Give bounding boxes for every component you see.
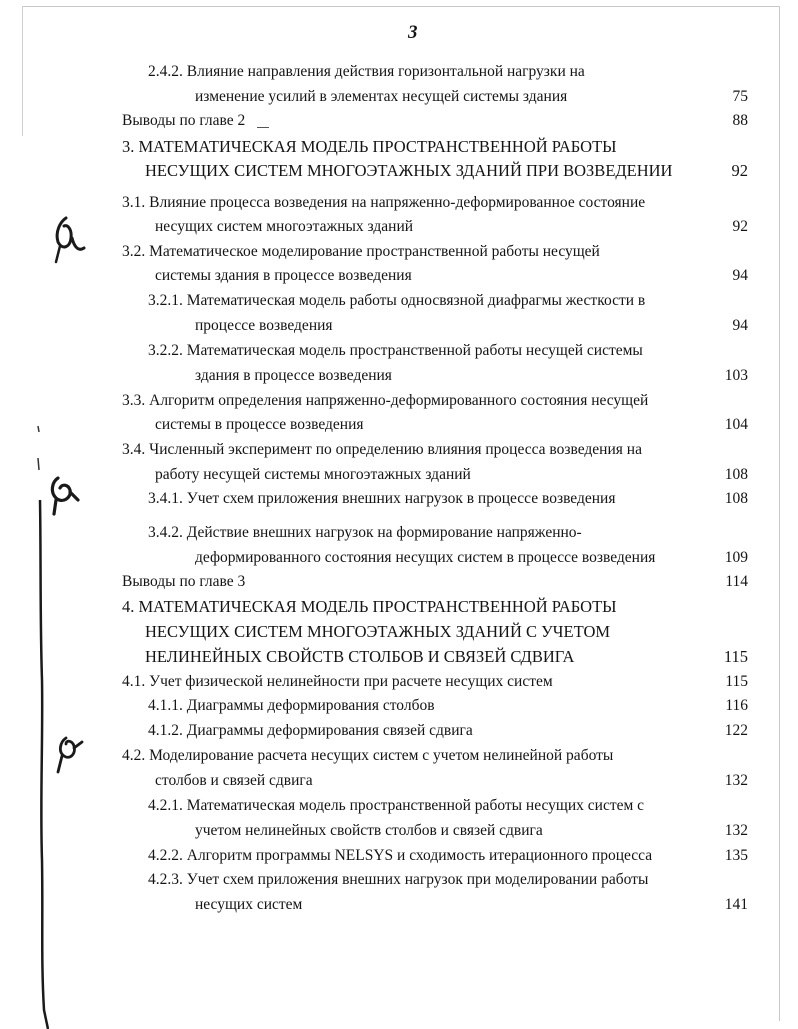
toc-entry-4-2-page: 132 [724,772,748,789]
toc-entry-3-1-page: 92 [732,218,748,235]
handwritten-mark-2 [52,478,78,514]
margin-tick-2 [38,458,39,470]
page-number: 3 [408,22,418,43]
toc-entry-3-2-1-page: 94 [732,317,748,334]
toc-entry-4-1-1-page: 116 [725,697,748,714]
toc-entry-4-2-3-line-2: несущих систем [195,896,303,913]
handwritten-mark-1 [57,218,84,249]
toc-entry-4-2-line-2: столбов и связей сдвига [155,772,313,789]
margin-tick-1 [38,426,39,432]
toc-entry-conclusions-ch3: Выводы по главе 3 [122,573,246,590]
toc-chapter-4-line-3: НЕЛИНЕЙНЫХ СВОЙСТВ СТОЛБОВ И СВЯЗЕЙ СДВИГА [145,647,575,666]
toc-chapter-3-line-1: 3. МАТЕМАТИЧЕСКАЯ МОДЕЛЬ ПРОСТРАНСТВЕННОЙ РАБОТЫ [122,137,617,156]
toc-entry-4-2-1-line-1: 4.2.1. Математическая модель пространственной работы несущих систем с [148,797,645,814]
toc-chapter-3-line-2: НЕСУЩИХ СИСТЕМ МНОГОЭТАЖНЫХ ЗДАНИЙ ПРИ ВОЗВЕДЕНИИ [145,161,673,180]
toc-entry-4-2-2-page: 135 [724,847,748,864]
toc-entry-3-4-2-line-1: 3.4.2. Действие внешних нагрузок на формирование напряженно- [148,524,582,541]
toc-entry-3-3-page: 104 [724,416,748,433]
toc-entry-3-4-1-page: 108 [724,490,748,507]
toc-entry-3-2-2-page: 103 [724,367,748,384]
toc-entry-3-4-line-1: 3.4. Численный эксперимент по определению влияния процесса возведения на [122,441,642,458]
toc-entry-4-2-2: 4.2.2. Алгоритм программы NELSYS и сходимость итерационного процесса [148,847,653,864]
toc-entry-3-2-line-1: 3.2. Математическое моделирование пространственной работы несущей [122,243,600,260]
toc-entry-4-2-line-1: 4.2. Моделирование расчета несущих систем с учетом нелинейной работы [122,747,614,764]
toc-entry-2-4-2-page: 75 [732,88,748,105]
handwritten-mark-1-tail [56,246,60,262]
toc-entry-3-2-line-2: системы здания в процессе возведения [155,267,412,284]
toc-entry-4-1-2: 4.1.2. Диаграммы деформирования связей сдвига [148,722,473,739]
toc-entry-3-4-page: 108 [724,466,748,483]
toc-entry-4-2-3-page: 141 [724,896,748,913]
toc-entry-2-4-2-line-2: изменение усилий в элементах несущей системы здания [195,88,568,105]
toc-chapter-4-page: 115 [723,647,748,666]
toc-entry-3-2-1-line-1: 3.2.1. Математическая модель работы односвязной диафрагмы жесткости в [148,292,646,309]
handwritten-mark-3 [58,738,82,772]
toc-entry-3-1-line-1: 3.1. Влияние процесса возведения на напряженно-деформированное состояние [122,194,646,211]
toc-chapter-4-line-2: НЕСУЩИХ СИСТЕМ МНОГОЭТАЖНЫХ ЗДАНИЙ С УЧЕТОМ [145,622,611,641]
toc-entry-4-1-page: 115 [725,673,748,690]
toc-entry-3-4-line-2: работу несущей системы многоэтажных зданий [155,466,471,483]
toc-entry-3-2-1-line-2: процессе возведения [195,317,333,334]
toc-entry-4-2-3-line-1: 4.2.3. Учет схем приложения внешних нагрузок при моделировании работы [148,871,649,888]
binding-edge [40,500,48,1029]
toc-entry-conclusions-ch3-page: 114 [725,573,748,590]
toc-entry-conclusions-ch2: Выводы по главе 2 [122,112,246,129]
toc-entry-3-3-line-1: 3.3. Алгоритм определения напряженно-деформированного состояния несущей [122,392,649,409]
toc-entry-3-3-line-2: системы в процессе возведения [155,416,364,433]
toc-entry-3-4-2-page: 109 [724,549,748,566]
toc-entry-3-4-1: 3.4.1. Учет схем приложения внешних нагрузок в процессе возведения [148,490,616,507]
toc-entry-4-1-2-page: 122 [724,722,748,739]
toc-entry-4-1: 4.1. Учет физической нелинейности при расчете несущих систем [122,673,553,690]
toc-chapter-4-line-1: 4. МАТЕМАТИЧЕСКАЯ МОДЕЛЬ ПРОСТРАНСТВЕННОЙ РАБОТЫ [122,597,617,616]
toc-entry-4-2-1-line-2: учетом нелинейных свойств столбов и связей сдвига [195,822,543,839]
toc-entry-3-2-2-line-1: 3.2.2. Математическая модель пространственной работы несущей системы [148,342,643,359]
toc-entry-conclusions-ch2-page: 88 [732,112,748,129]
toc-entry-4-2-1-page: 132 [724,822,748,839]
toc-entry-3-2-page: 94 [732,267,748,284]
toc-entry-3-2-2-line-2: здания в процессе возведения [195,367,392,384]
toc-entry-4-1-1: 4.1.1. Диаграммы деформирования столбов [148,697,435,714]
toc-entry-3-1-line-2: несущих систем многоэтажных зданий [155,218,414,235]
toc-entry-3-4-2-line-2: деформированного состояния несущих систем в процессе возведения [195,549,656,566]
toc-entry-2-4-2-line-1: 2.4.2. Влияние направления действия горизонтальной нагрузки на [148,63,585,80]
toc-chapter-3-page: 92 [731,161,748,180]
